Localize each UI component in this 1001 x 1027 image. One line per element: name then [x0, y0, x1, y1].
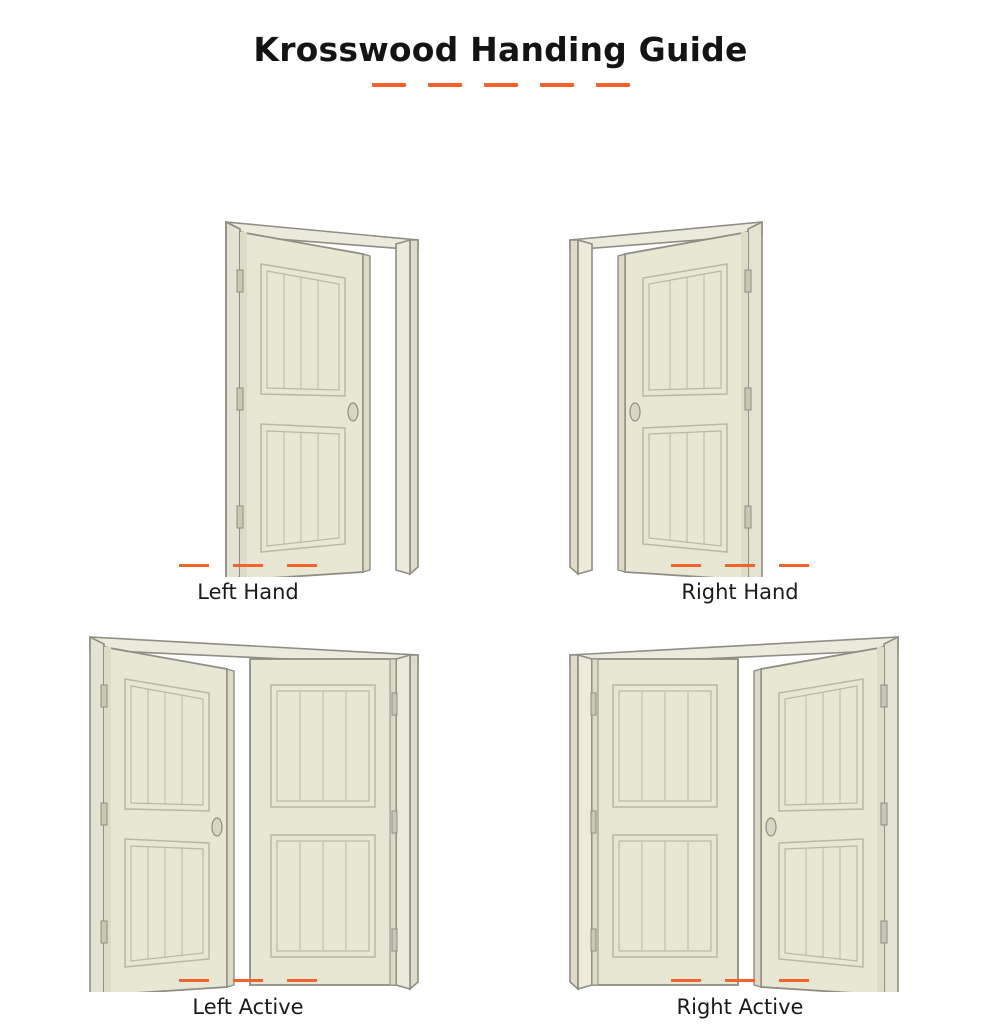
caption-dash [779, 979, 809, 982]
door-illustration-left-active [18, 607, 478, 992]
door-leaf [618, 232, 751, 577]
caption-dash [233, 564, 263, 567]
door-leaf-active [754, 647, 887, 992]
door-knob [212, 818, 222, 836]
caption-dash [725, 564, 755, 567]
caption-dash [671, 979, 701, 982]
door-knob [630, 403, 640, 421]
door-leaf-active [101, 647, 234, 992]
caption-dash [233, 979, 263, 982]
figure-left-active [18, 607, 478, 1027]
door-knob [348, 403, 358, 421]
caption-dashes-right-active [510, 979, 970, 982]
door-illustration-right-active [510, 607, 970, 992]
door-illustration-left-hand [18, 192, 478, 577]
caption-dash [725, 979, 755, 982]
caption-dashes-left-active [18, 979, 478, 982]
caption-dash [287, 979, 317, 982]
door-illustration-right-hand [510, 192, 970, 577]
caption-dash [179, 979, 209, 982]
caption-dash [779, 564, 809, 567]
header [0, 0, 1001, 87]
figure-right-hand [510, 192, 970, 612]
caption-dashes-left-hand [18, 564, 478, 567]
caption-dashes-right-hand [510, 564, 970, 567]
caption-dash [671, 564, 701, 567]
figure-caption-right-hand: Right Hand [681, 580, 799, 604]
figure-right-active [510, 607, 970, 1027]
figure-grid [0, 87, 1001, 1019]
door-leaf-inactive [250, 659, 397, 985]
figure-caption-right-active: Right Active [676, 995, 804, 1019]
door-leaf-inactive [591, 659, 738, 985]
figure-caption-left-active: Left Active [192, 995, 304, 1019]
caption-dash [287, 564, 317, 567]
caption-dash [179, 564, 209, 567]
door-leaf [237, 232, 370, 577]
page-title: Krosswood Handing Guide [253, 30, 748, 69]
figure-caption-left-hand: Left Hand [197, 580, 299, 604]
door-knob [766, 818, 776, 836]
figure-left-hand [18, 192, 478, 612]
